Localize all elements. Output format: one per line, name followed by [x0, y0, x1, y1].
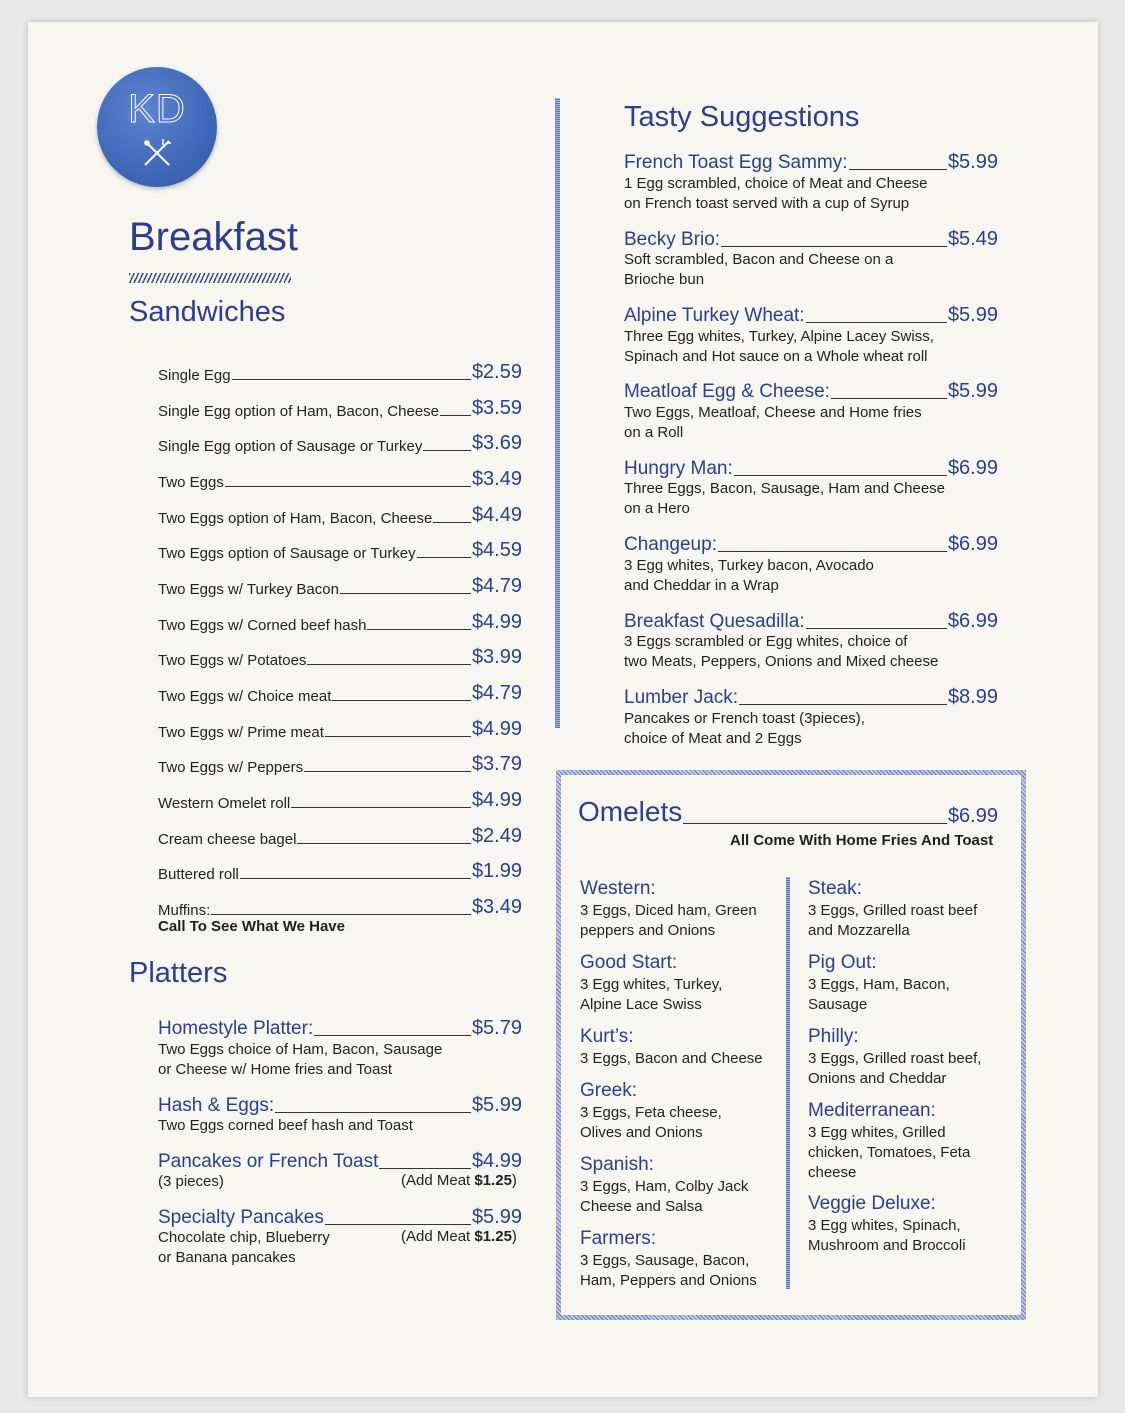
omelets-subtitle: All Come With Home Fries And Toast: [730, 832, 994, 849]
omelet-desc: 3 Eggs, Feta cheese, Olives and Onions: [580, 1104, 722, 1141]
platter-desc: Two Eggs choice of Ham, Bacon, Sausage or Cheese w/ Home fries and Toast: [158, 1041, 443, 1078]
suggestion-desc: Two Eggs, Meatloaf, Cheese and Home fries on a Roll: [624, 404, 922, 441]
page-title: Breakfast: [129, 215, 298, 259]
omelets-divider: [786, 877, 790, 1289]
suggestion-item: French Toast Egg Sammy: $5.99: [624, 151, 998, 173]
platter-desc: Chocolate chip, Blueberry or Banana pancakes: [158, 1229, 330, 1266]
omelet-desc: 3 Egg whites, Turkey, Alpine Lace Swiss: [580, 976, 723, 1013]
omelet-desc: 3 Eggs, Bacon and Cheese: [580, 1050, 763, 1067]
platter-item: Hash & Eggs: $5.99: [158, 1094, 522, 1116]
omelet-name: Spanish:: [580, 1154, 654, 1175]
sandwich-item: Two Eggs $3.49: [158, 468, 522, 491]
omelet-desc: 3 Eggs, Diced ham, Green peppers and Onions: [580, 902, 757, 939]
sandwich-item: Two Eggs w/ Potatoes $3.99: [158, 646, 522, 669]
sandwich-item: Single Egg option of Sausage or Turkey $3.69: [158, 432, 522, 455]
omelet-name: Farmers:: [580, 1228, 656, 1249]
suggestion-item: Alpine Turkey Wheat: $5.99: [624, 304, 998, 326]
omelet-desc: 3 Eggs, Ham, Colby Jack Cheese and Salsa: [580, 1178, 749, 1215]
sandwich-item: Two Eggs w/ Choice meat $4.79: [158, 682, 522, 705]
omelets-title-row: Omelets $6.99: [578, 796, 998, 827]
platter-item: Specialty Pancakes $5.99: [158, 1206, 522, 1228]
kd-logo: [97, 67, 217, 187]
omelet-desc: 3 Eggs, Ham, Bacon, Sausage: [808, 976, 950, 1013]
suggestion-item: Changeup: $6.99: [624, 533, 998, 555]
column-divider: [555, 98, 560, 728]
title-underline: [129, 273, 291, 283]
suggestion-desc: 3 Eggs scrambled or Egg whites, choice of two Meats, Peppers, Onions and Mixed cheese: [624, 633, 939, 670]
omelet-desc: 3 Eggs, Grilled roast beef and Mozzarella: [808, 902, 978, 939]
fork-knife-crossed-icon: [141, 137, 173, 169]
sandwich-item: Western Omelet roll $4.99: [158, 789, 522, 812]
sandwich-item: Muffins: $3.49: [158, 896, 522, 919]
suggestion-desc: 1 Egg scrambled, choice of Meat and Cheese on French toast served with a cup of Syrup: [624, 175, 928, 212]
omelet-name: Good Start:: [580, 952, 678, 973]
suggestion-item: Breakfast Quesadilla: $6.99: [624, 610, 998, 632]
omelet-name: Kurt’s:: [580, 1026, 634, 1047]
suggestion-item: Meatloaf Egg & Cheese: $5.99: [624, 380, 998, 402]
omelet-desc: 3 Egg whites, Grilled chicken, Tomatoes, Feta cheese: [808, 1124, 971, 1181]
suggestion-item: Hungry Man: $6.99: [624, 457, 998, 479]
add-meat-note: (Add Meat $1.25): [401, 1228, 517, 1245]
omelet-desc: 3 Eggs, Grilled roast beef, Onions and Cheddar: [808, 1050, 982, 1087]
suggestion-item: Lumber Jack: $8.99: [624, 686, 998, 708]
sandwich-item: Two Eggs w/ Peppers $3.79: [158, 753, 522, 776]
add-meat-note: (Add Meat $1.25): [401, 1172, 517, 1189]
platter-item: Homestyle Platter: $5.79: [158, 1017, 522, 1039]
suggestion-item: Becky Brio: $5.49: [624, 228, 998, 250]
sandwich-item: Two Eggs w/ Corned beef hash $4.99: [158, 611, 522, 634]
omelet-name: Mediterranean:: [808, 1100, 936, 1121]
sandwich-item: Two Eggs option of Sausage or Turkey $4.59: [158, 539, 522, 562]
platter-desc: Two Eggs corned beef hash and Toast: [158, 1117, 413, 1134]
muffins-note: Call To See What We Have: [158, 918, 345, 935]
omelet-name: Pig Out:: [808, 952, 877, 973]
sandwich-item: Two Eggs w/ Prime meat $4.99: [158, 718, 522, 741]
platter-item: Pancakes or French Toast $4.99: [158, 1150, 522, 1172]
sandwich-item: Two Eggs option of Ham, Bacon, Cheese $4.49: [158, 504, 522, 527]
sandwiches-heading: Sandwiches: [129, 296, 286, 328]
suggestion-desc: Pancakes or French toast (3pieces), choice of Meat and 2 Eggs: [624, 710, 865, 747]
omelet-desc: 3 Eggs, Sausage, Bacon, Ham, Peppers and Onions: [580, 1252, 757, 1289]
suggestion-desc: 3 Egg whites, Turkey bacon, Avocado and Cheddar in a Wrap: [624, 557, 874, 594]
omelet-name: Philly:: [808, 1026, 859, 1047]
sandwich-item: Two Eggs w/ Turkey Bacon $4.79: [158, 575, 522, 598]
omelet-name: Greek:: [580, 1080, 638, 1101]
platter-desc: (3 pieces): [158, 1173, 224, 1190]
omelet-name: Western:: [580, 878, 656, 899]
omelet-desc: 3 Egg whites, Spinach, Mushroom and Broccoli: [808, 1217, 966, 1254]
omelet-name: Steak:: [808, 878, 862, 899]
suggestion-desc: Three Egg whites, Turkey, Alpine Lacey Swiss, Spinach and Hot sauce on a Whole wheat roll: [624, 328, 934, 365]
sandwich-item: Buttered roll $1.99: [158, 860, 522, 883]
sandwich-item: Cream cheese bagel $2.49: [158, 825, 522, 848]
suggestions-heading: Tasty Suggestions: [624, 101, 860, 133]
omelet-name: Veggie Deluxe:: [808, 1193, 936, 1214]
platters-heading: Platters: [129, 957, 228, 989]
suggestion-desc: Soft scrambled, Bacon and Cheese on a Brioche bun: [624, 251, 894, 288]
sandwich-item: Single Egg option of Ham, Bacon, Cheese $3.59: [158, 397, 522, 420]
sandwich-item: Single Egg $2.59: [158, 361, 522, 384]
suggestion-desc: Three Eggs, Bacon, Sausage, Ham and Cheese on a Hero: [624, 480, 946, 517]
logo-text: KD: [128, 87, 186, 131]
